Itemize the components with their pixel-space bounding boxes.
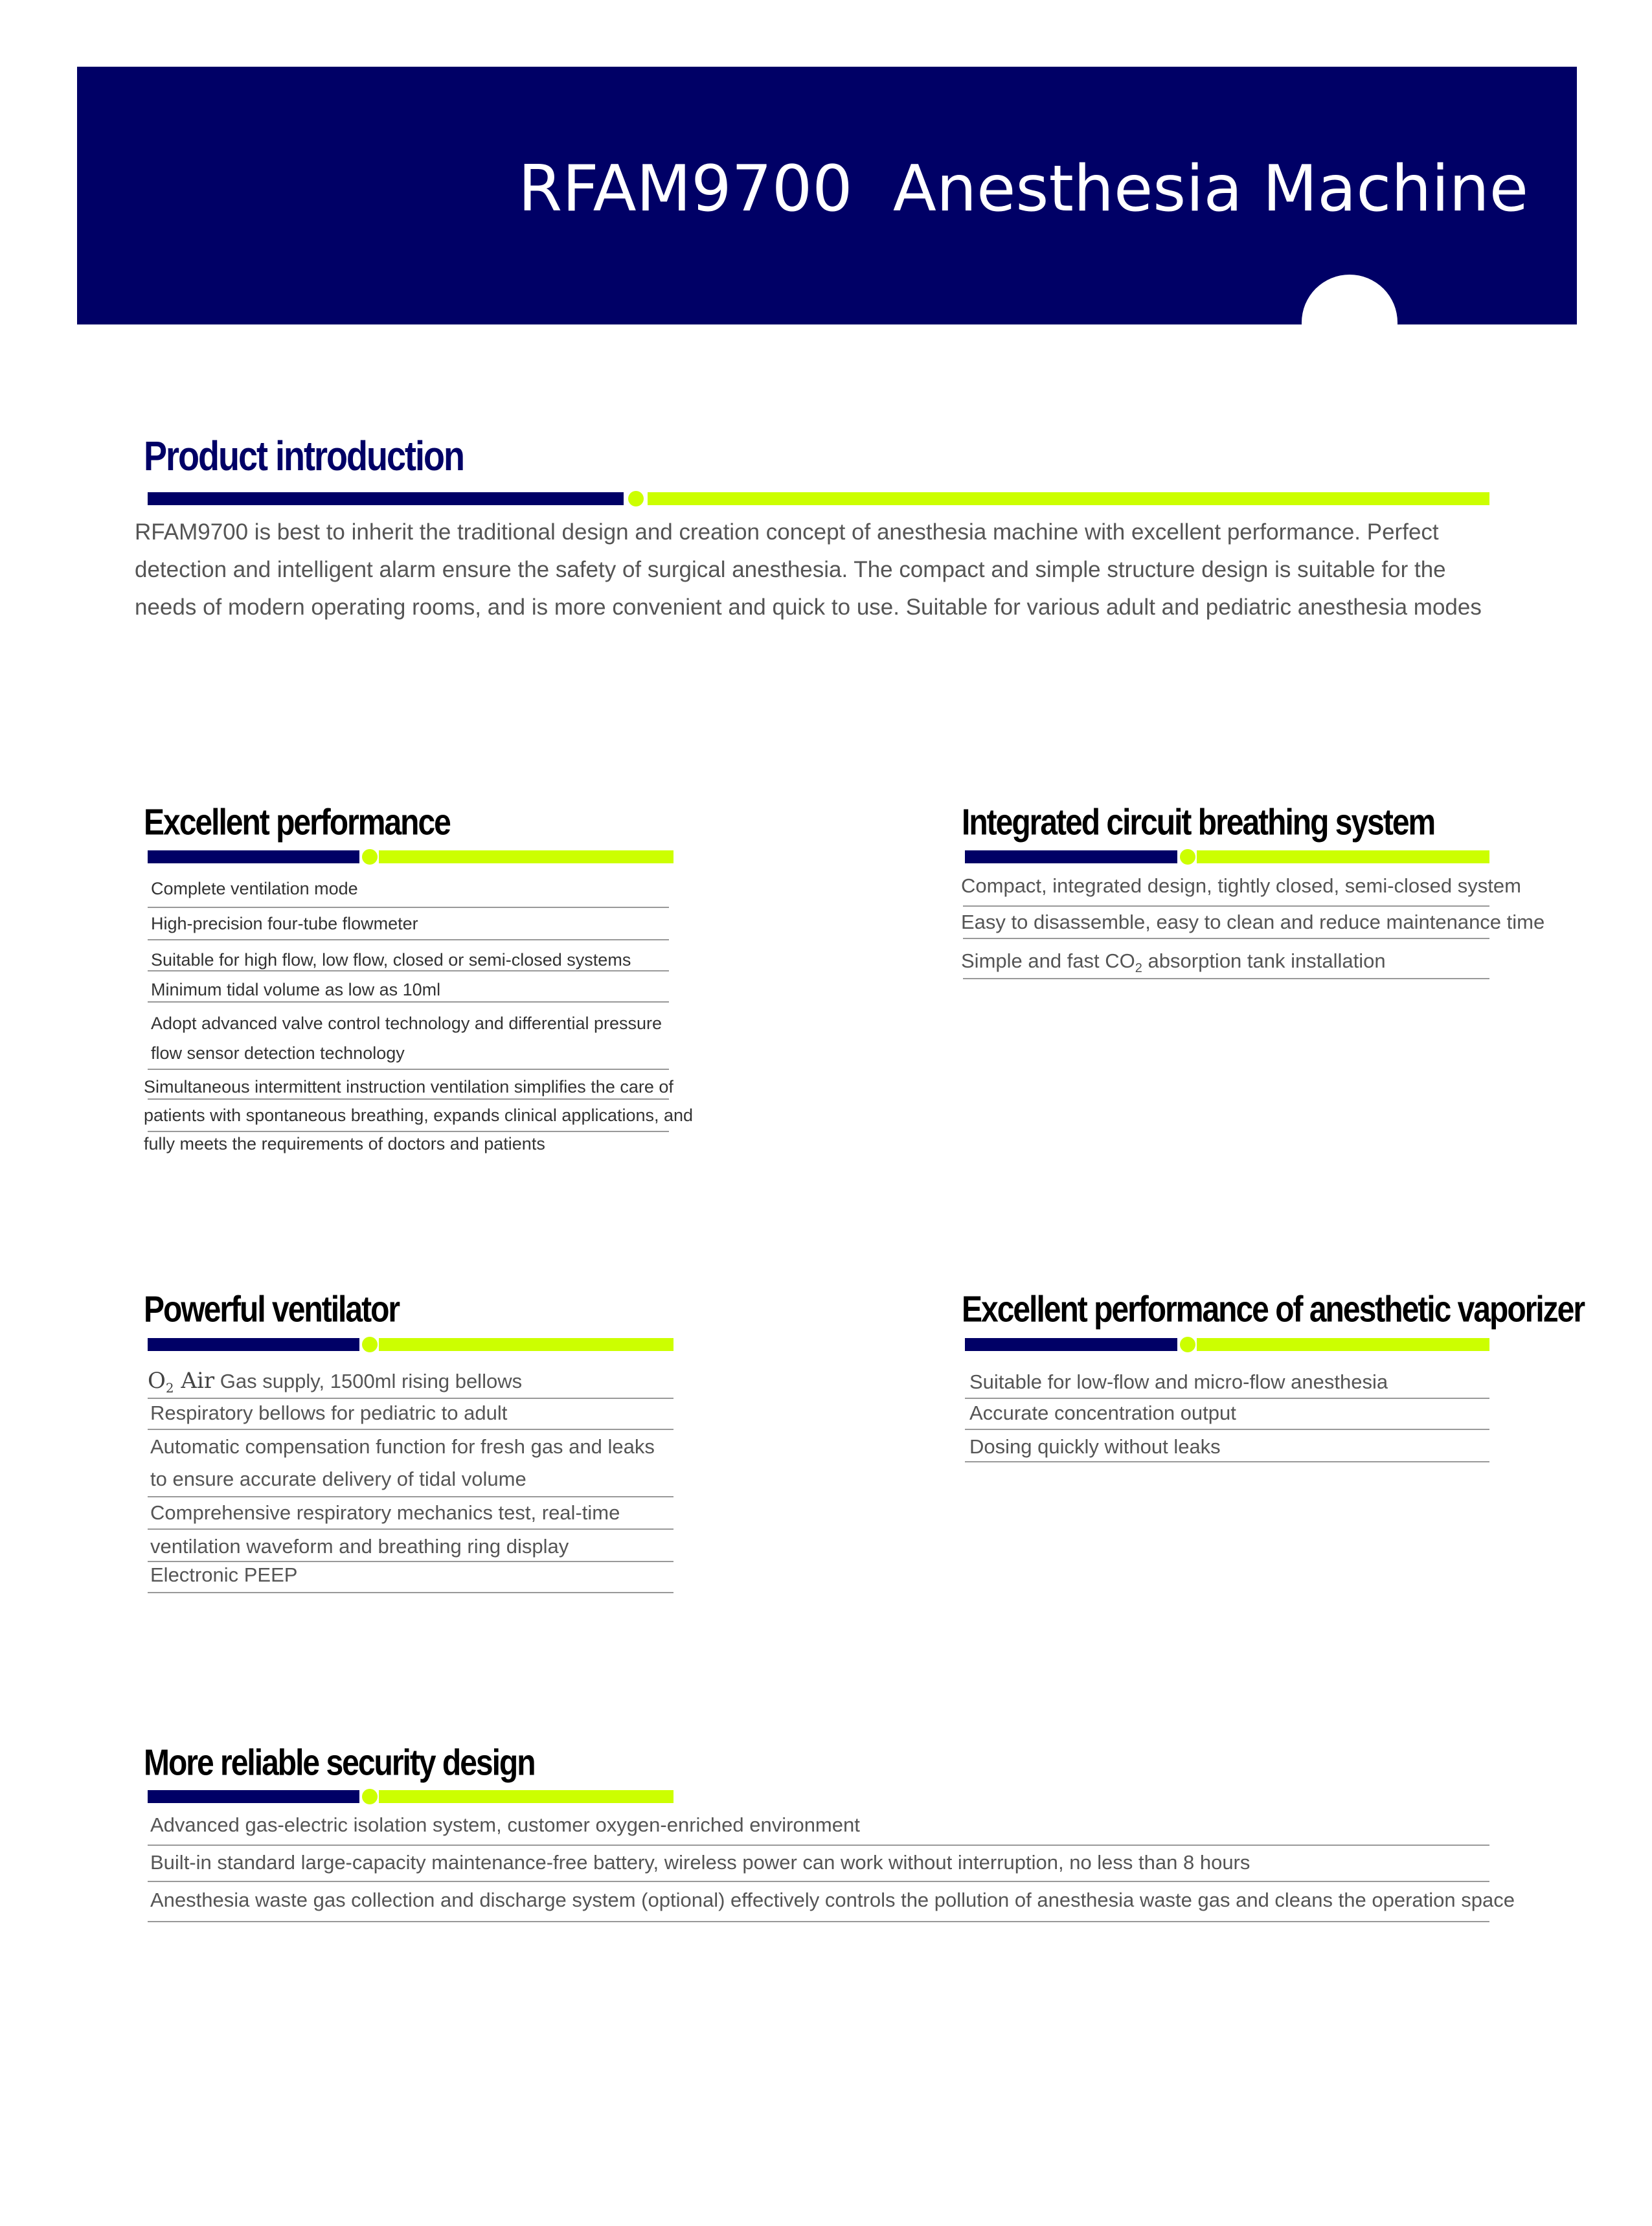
- section-heading-product-introduction: Product introduction: [144, 433, 464, 479]
- list-rule: [148, 1845, 1489, 1846]
- list-rule: [148, 1592, 673, 1593]
- section-heading-excellent-performance: Excellent performance: [144, 802, 450, 843]
- list-item: Adopt advanced valve control technology and differential pressure: [151, 1014, 662, 1033]
- air-symbol: Air: [174, 1368, 215, 1394]
- section-heading-powerful-ventilator: Powerful ventilator: [144, 1289, 400, 1330]
- list-item: Accurate concentration output: [969, 1402, 1236, 1424]
- list-rule: [148, 939, 669, 940]
- o2-symbol: O: [148, 1368, 166, 1394]
- list-item: Anesthesia waste gas collection and discharge system (optional) effectively controls the pollution of anesthesia waste gas and cleans the operation space: [150, 1889, 1515, 1911]
- list-rule: [148, 1881, 1489, 1882]
- divider-dot: [628, 491, 644, 506]
- list-rule: [965, 1461, 1489, 1462]
- header-banner: [77, 67, 1577, 324]
- list-rule: [148, 1069, 669, 1070]
- divider-dot: [362, 1789, 378, 1804]
- divider-navy-bar: [148, 1338, 359, 1351]
- list-rule: [148, 970, 669, 971]
- divider-dot: [362, 1337, 378, 1352]
- list-item: Comprehensive respiratory mechanics test, real-time: [150, 1501, 620, 1524]
- list-item: Automatic compensation function for fresh gas and leaks: [150, 1435, 655, 1458]
- list-item: High-precision four-tube flowmeter: [151, 914, 418, 933]
- list-item: Compact, integrated design, tightly closed, semi-closed system: [961, 874, 1521, 897]
- list-item: Respiratory bellows for pediatric to adult: [150, 1402, 508, 1424]
- o2-subscript: 2: [165, 1380, 174, 1396]
- list-item: Suitable for high flow, low flow, closed or semi-closed systems: [151, 950, 631, 970]
- list-rule: [148, 907, 669, 908]
- divider-dot: [362, 849, 378, 865]
- section-heading-breathing-system: Integrated circuit breathing system: [962, 802, 1435, 843]
- list-rule: [148, 1001, 669, 1003]
- divider-lime-bar: [379, 1790, 673, 1803]
- list-rule: [148, 1496, 673, 1497]
- list-item: Easy to disassemble, easy to clean and reduce maintenance time: [961, 911, 1545, 933]
- divider-navy-bar: [148, 1790, 359, 1803]
- section-heading-vaporizer: Excellent performance of anesthetic vaporizer: [962, 1289, 1585, 1330]
- divider-lime-bar: [1197, 1338, 1489, 1351]
- list-item: flow sensor detection technology: [151, 1043, 405, 1063]
- divider-dot: [1180, 849, 1195, 865]
- divider-navy-bar: [965, 850, 1177, 863]
- list-rule: [965, 1429, 1489, 1430]
- list-item: ventilation waveform and breathing ring display: [150, 1535, 569, 1558]
- divider-lime-bar: [379, 850, 673, 863]
- list-rule: [148, 1528, 673, 1530]
- list-item: Built-in standard large-capacity maintenance-free battery, wireless power can work without interruption, no less than 8 hours: [150, 1851, 1250, 1874]
- list-item: Complete ventilation mode: [151, 879, 358, 898]
- section-heading-security-design: More reliable security design: [144, 1743, 535, 1784]
- list-item: fully meets the requirements of doctors and patients: [144, 1134, 545, 1153]
- divider-lime-bar: [648, 492, 1489, 505]
- list-rule: [148, 1098, 669, 1100]
- list-rule: [148, 1921, 1489, 1922]
- list-item: Dosing quickly without leaks: [969, 1435, 1221, 1458]
- list-rule: [148, 1429, 673, 1430]
- divider-lime-bar: [379, 1338, 673, 1351]
- intro-paragraph: RFAM9700 is best to inherit the traditional design and creation concept of anesthesia machine with excellent performance. Perfect detection and intelligent alarm ensure the safety of surgical anesthesia. The compact and simple structure design is suitable for the needs of modern operating rooms, and is more convenient and quick to use. Suitable for various adult and pediatric anesthesia modes: [135, 519, 1482, 620]
- banner-circle-decoration: [1302, 275, 1397, 324]
- divider-navy-bar: [148, 850, 359, 863]
- co2-subscript: 2: [1135, 961, 1142, 976]
- list-rule: [963, 905, 1489, 907]
- gas-supply-text: Gas supply, 1500ml rising bellows: [214, 1370, 523, 1392]
- list-item: patients with spontaneous breathing, expands clinical applications, and: [144, 1106, 694, 1125]
- divider-lime-bar: [1197, 850, 1489, 863]
- divider-dot: [1180, 1337, 1195, 1352]
- list-item-co2: [961, 947, 1386, 982]
- list-item: to ensure accurate delivery of tidal volume: [150, 1468, 526, 1490]
- co2-prefix: Simple and fast CO: [961, 949, 1135, 972]
- divider-navy-bar: [148, 492, 624, 505]
- list-rule: [963, 938, 1489, 939]
- divider-navy-bar: [965, 1338, 1177, 1351]
- list-item: Advanced gas-electric isolation system, customer oxygen-enriched environment: [150, 1813, 860, 1836]
- list-item: Electronic PEEP: [150, 1563, 298, 1586]
- list-item: Minimum tidal volume as low as 10ml: [151, 980, 441, 999]
- list-item: Simultaneous intermittent instruction ventilation simplifies the care of: [144, 1077, 673, 1096]
- co2-suffix: absorption tank installation: [1142, 949, 1386, 972]
- list-rule: [963, 978, 1489, 979]
- list-item: Suitable for low-flow and micro-flow anesthesia: [969, 1370, 1388, 1393]
- list-item-gas-supply: [148, 1367, 522, 1402]
- page-title: RFAM9700 Anesthesia Machine: [518, 152, 1528, 226]
